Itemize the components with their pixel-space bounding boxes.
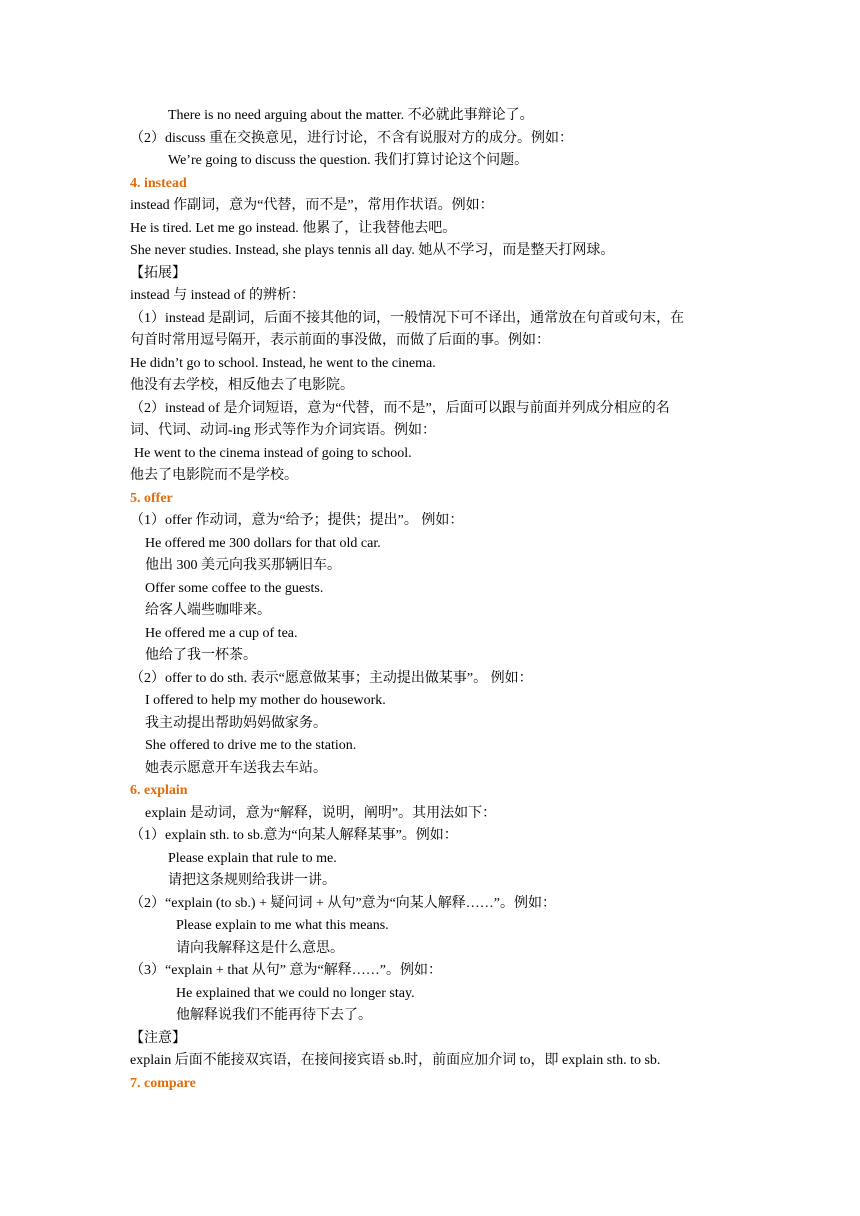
example-sentence: Please explain that rule to me.: [168, 850, 337, 866]
example-translation: 他解释说我们不能再待下去了。: [176, 1008, 372, 1023]
usage-note: 词、代词、动词-ing 形式等作为介词宾语。例如：: [130, 423, 437, 438]
usage-note: （2）“explain (to sb.) + 疑问词 + 从句”意为“向某人解释……”。例如：: [130, 895, 557, 911]
section-heading-compare: 7. compare: [130, 1075, 196, 1091]
example-sentence: She never studies. Instead, she plays tennis all day. 她从不学习，而是整天打网球。: [130, 243, 615, 258]
example-sentence: He explained that we could no longer stay.: [176, 985, 415, 1001]
usage-note: （1）offer 作动词，意为“给予；提供；提出”。 例如：: [130, 513, 464, 528]
example-translation: 请向我解释这是什么意思。: [176, 940, 344, 956]
usage-note: （2）discuss 重在交换意见，进行讨论，不含有说服对方的成分。例如：: [130, 130, 573, 146]
usage-note: （2）instead of 是介词短语，意为“代替，而不是”，后面可以跟与前面并列成分相应的名: [130, 400, 670, 416]
example-sentence: She offered to drive me to the station.: [145, 738, 357, 753]
example-translation: 给客人端些咖啡来。: [145, 603, 271, 618]
usage-note: （3）“explain + that 从句” 意为“解释……”。例如：: [130, 963, 442, 978]
example-sentence: I offered to help my mother do housework.: [145, 693, 386, 708]
example-translation: 请把这条规则给我讲一讲。: [168, 873, 336, 888]
example-translation: 他给了我一杯茶。: [145, 648, 257, 663]
example-translation: 我主动提出帮助妈妈做家务。: [145, 715, 327, 731]
example-sentence: Offer some coffee to the guests.: [145, 580, 324, 596]
example-sentence: He offered me a cup of tea.: [145, 625, 298, 641]
example-sentence: He offered me 300 dollars for that old car.: [145, 535, 381, 551]
usage-note: instead 作副词，意为“代替，而不是”，常用作状语。例如：: [130, 198, 494, 213]
usage-note: 句首时常用逗号隔开，表示前面的事没做，而做了后面的事。例如：: [130, 333, 550, 348]
section-heading-instead: 4. instead: [130, 175, 187, 191]
example-translation: 他出 300 美元向我买那辆旧车。: [145, 558, 341, 573]
example-translation: 他没有去学校，相反他去了电影院。: [130, 378, 354, 393]
example-sentence: He is tired. Let me go instead. 他累了，让我替他去吧。: [130, 220, 457, 236]
usage-note: （2）offer to do sth. 表示“愿意做某事；主动提出做某事”。 例如：: [130, 670, 533, 686]
usage-note: （1）explain sth. to sb.意为“向某人解释某事”。例如：: [130, 828, 458, 843]
extension-label: 【拓展】: [130, 265, 186, 281]
example-translation: 她表示愿意开车送我去车站。: [145, 760, 327, 776]
document-body: [130, 105, 740, 1095]
attention-label: 【注意】: [130, 1030, 186, 1046]
usage-note: explain 是动词，意为“解释，说明，阐明”。其用法如下：: [145, 805, 497, 821]
example-sentence: He didn’t go to school. Instead, he went to the cinema.: [130, 355, 436, 371]
example-sentence: There is no need arguing about the matter. 不必就此事辩论了。: [168, 108, 534, 123]
usage-note: explain 后面不能接双宾语，在接间接宾语 sb.时，前面应加介词 to，即 explain sth. to sb.: [130, 1053, 661, 1068]
example-sentence: Please explain to me what this means.: [176, 918, 389, 933]
example-translation: 他去了电影院而不是学校。: [130, 468, 298, 483]
example-sentence: We’re going to discuss the question. 我们打算讨论这个问题。: [168, 153, 529, 168]
usage-note: instead 与 instead of 的辨析：: [130, 288, 305, 303]
example-sentence: He went to the cinema instead of going to school.: [134, 445, 412, 461]
usage-note: （1）instead 是副词，后面不接其他的词，一般情况下可不译出，通常放在句首或句末，在: [130, 310, 685, 326]
section-heading-offer: 5. offer: [130, 490, 173, 506]
section-heading-explain: 6. explain: [130, 783, 188, 798]
